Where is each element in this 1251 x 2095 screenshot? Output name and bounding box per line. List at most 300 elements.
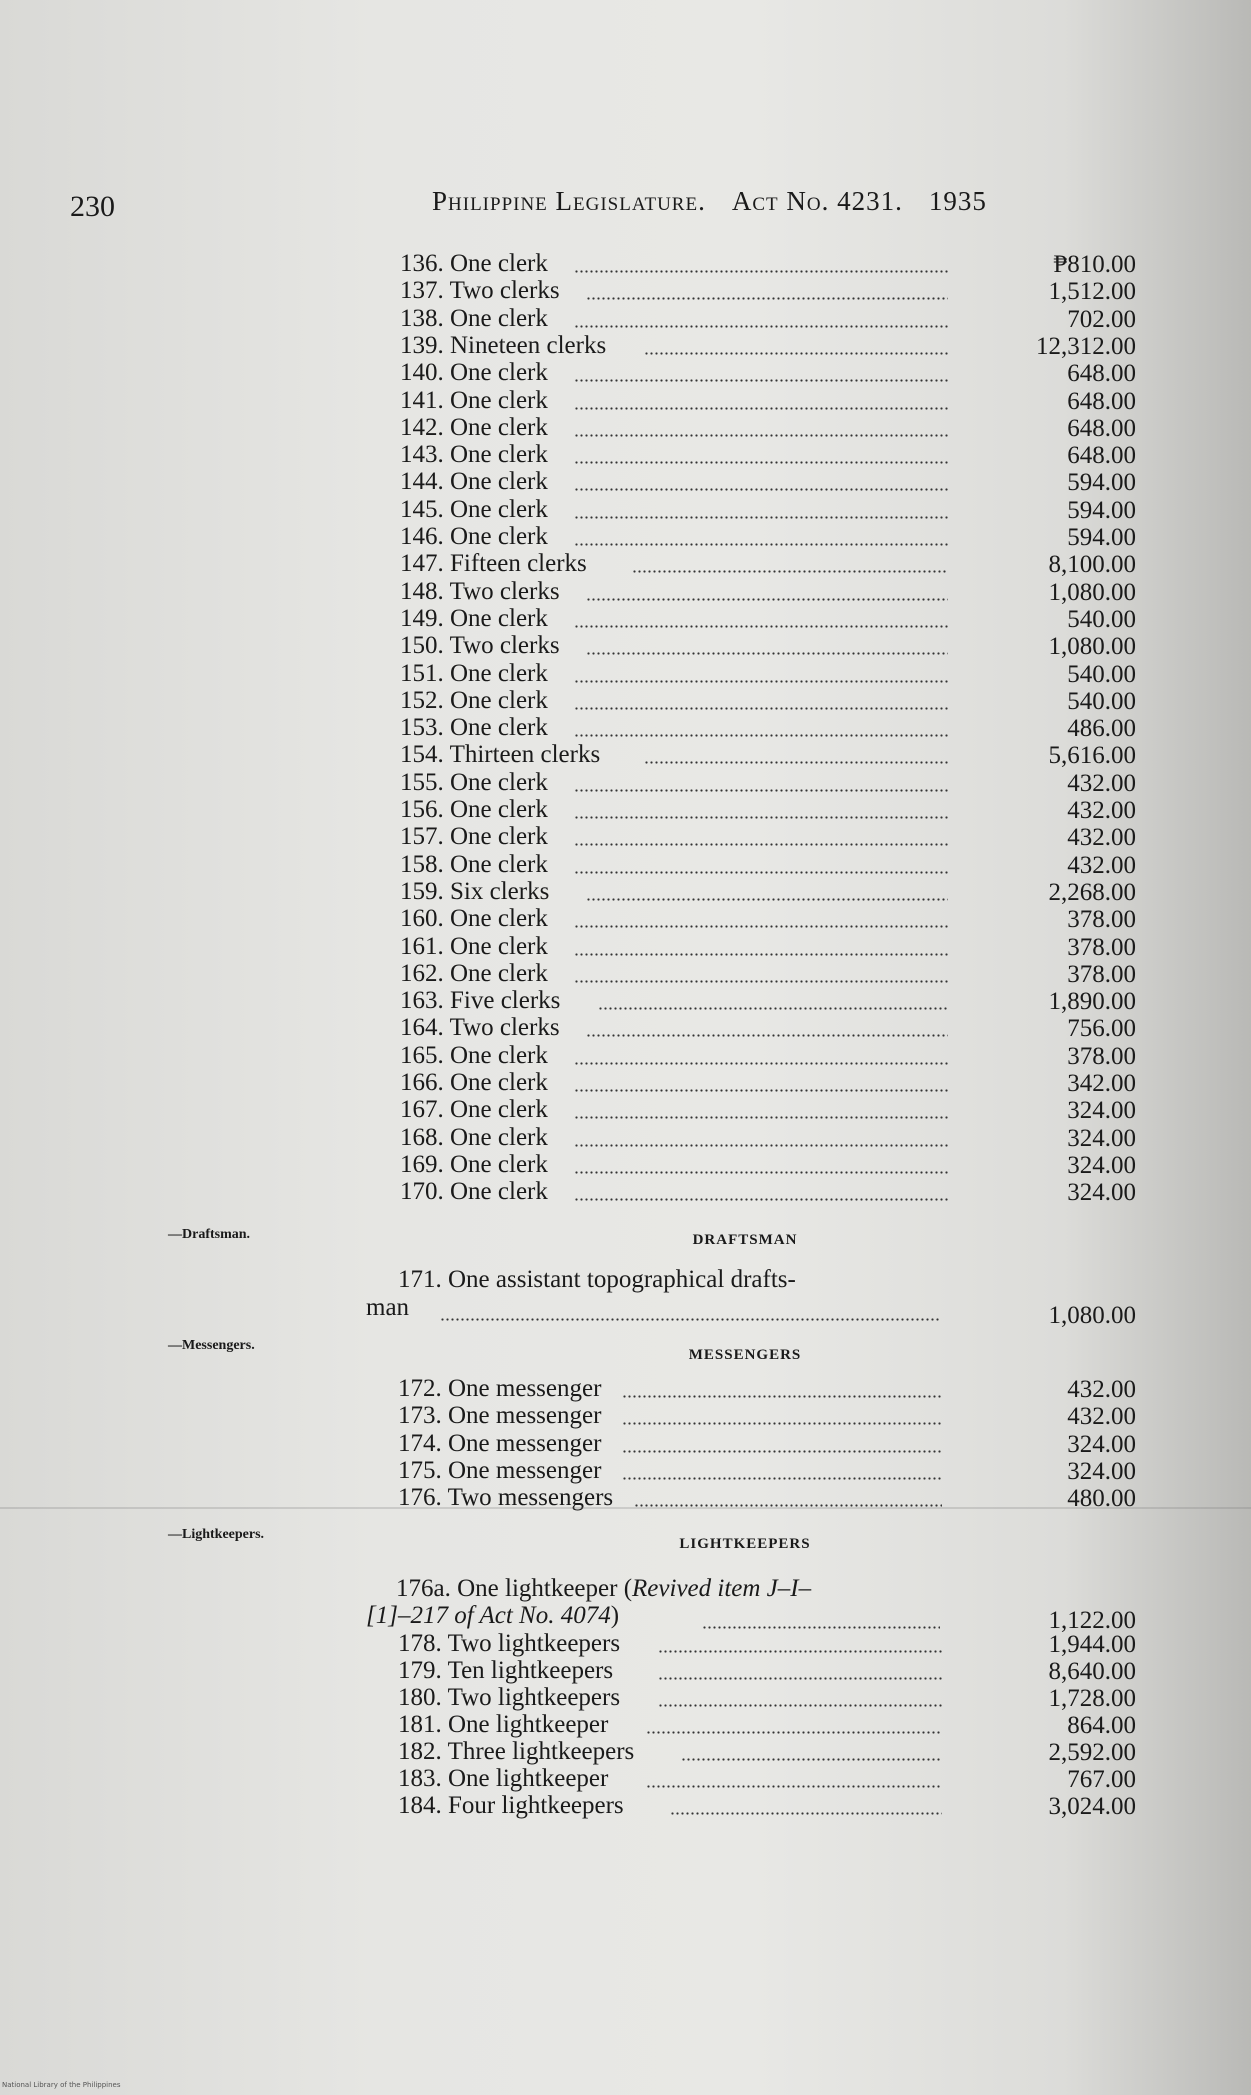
table-row	[0, 1069, 1251, 1096]
item-amount: 8,640.00	[1048, 1658, 1136, 1685]
item-description: One clerk	[450, 1178, 548, 1206]
item-number: 143.	[400, 441, 444, 469]
leader-dots	[574, 707, 948, 710]
item-number: 148.	[400, 577, 444, 605]
item-amount: 378.00	[1067, 906, 1136, 934]
item-amount: 324.00	[1067, 1097, 1136, 1125]
table-row	[0, 1765, 1251, 1792]
leader-dots	[574, 543, 948, 546]
leader-dots	[574, 1144, 948, 1147]
item-description: Six clerks	[450, 877, 550, 905]
leader-dots	[574, 871, 948, 874]
item-description: Ten lightkeepers	[447, 1657, 614, 1684]
item-number: 183.	[398, 1765, 442, 1792]
lightkeeper-first-line-1	[396, 1575, 811, 1603]
table-row	[0, 359, 1251, 386]
item-label	[398, 1738, 634, 1766]
item-amount: 342.00	[1067, 1070, 1136, 1097]
item-amount: 648.00	[1067, 442, 1136, 470]
leader-dots	[574, 1089, 948, 1092]
item-number: 156.	[400, 796, 444, 823]
leader-dots	[574, 270, 948, 273]
item-amount: 1,080.00	[1048, 578, 1136, 606]
section-heading-messengers: MESSENGERS	[688, 1347, 802, 1363]
leader-dots	[574, 1116, 948, 1119]
item-description: One clerk	[450, 823, 548, 851]
item-description: One clerk	[450, 796, 548, 823]
item-label	[400, 878, 549, 906]
item-amount: 540.00	[1067, 687, 1136, 715]
item-label	[400, 1124, 548, 1152]
item-number: 178.	[398, 1630, 442, 1657]
table-row	[0, 550, 1251, 577]
leader-dots	[574, 625, 948, 628]
item-amount: 1,512.00	[1048, 278, 1136, 306]
table-row	[0, 851, 1251, 878]
table-row	[0, 687, 1251, 714]
item-label	[400, 1151, 548, 1179]
leader-dots	[658, 1677, 942, 1680]
leader-dots	[586, 898, 948, 901]
item-number: 176.	[398, 1484, 442, 1512]
table-row	[0, 823, 1251, 850]
item-number: 139.	[400, 331, 444, 359]
draftsman-leader-dots	[440, 1318, 940, 1321]
item-amount: 324.00	[1067, 1179, 1136, 1207]
item-number: 152.	[400, 686, 444, 714]
item-number: 141.	[400, 386, 444, 414]
item-label	[400, 933, 548, 961]
table-row	[0, 769, 1251, 796]
item-description: Thirteen clerks	[449, 741, 601, 769]
running-head	[432, 186, 987, 217]
lightkeeper-first-line-2	[366, 1602, 619, 1630]
item-number: 155.	[400, 768, 444, 796]
table-row	[0, 578, 1251, 605]
leader-dots	[574, 434, 948, 437]
item-description: One messenger	[448, 1456, 602, 1484]
item-description: One clerk	[450, 604, 548, 632]
side-note-messengers: —Messengers.	[168, 1338, 255, 1353]
item-amount: 767.00	[1067, 1766, 1136, 1793]
item-number: 153.	[400, 714, 444, 742]
item-description: Two clerks	[449, 1014, 560, 1042]
item-description: One clerk	[450, 714, 548, 742]
item-amount: 8,100.00	[1048, 551, 1136, 579]
item-label	[400, 741, 600, 769]
item-label	[400, 960, 548, 988]
item-description: One clerk	[450, 659, 548, 687]
running-head-title: Philippine Legislature.	[432, 186, 706, 216]
item-amount: 2,268.00	[1048, 878, 1136, 906]
item-number: 172.	[398, 1375, 442, 1402]
item-amount: 3,024.00	[1048, 1793, 1136, 1820]
item-amount: 480.00	[1067, 1485, 1136, 1513]
leader-dots	[574, 1198, 948, 1201]
table-row	[0, 414, 1251, 441]
item-description: One clerk	[450, 686, 548, 714]
item-label	[400, 823, 548, 851]
item-amount: ₱810.00	[1053, 251, 1136, 278]
item-label	[398, 1375, 601, 1403]
table-row	[0, 277, 1251, 304]
table-row	[0, 250, 1251, 277]
draftsman-line-2: man	[366, 1294, 410, 1321]
item-label	[400, 769, 548, 797]
item-description: Nineteen clerks	[450, 331, 607, 359]
item-label	[400, 305, 548, 333]
item-description: One clerk	[450, 304, 548, 332]
item-number: 159.	[400, 877, 444, 905]
item-label	[398, 1792, 624, 1820]
item-number: 162.	[400, 959, 444, 987]
item-description: One clerk	[450, 441, 548, 469]
leader-dots	[658, 1704, 942, 1707]
library-footer: National Library of the Philippines	[2, 2081, 121, 2089]
item-description: One clerk	[450, 359, 548, 387]
item-description: Two messengers	[447, 1484, 614, 1512]
item-number: 180.	[398, 1684, 442, 1711]
item-number: 154.	[400, 741, 444, 769]
side-note-draftsman: —Draftsman.	[168, 1227, 251, 1242]
item-description: One clerk	[450, 250, 548, 277]
leader-dots	[586, 598, 948, 601]
item-number: 161.	[400, 932, 444, 960]
leader-dots	[586, 1034, 948, 1037]
item-description: One clerk	[450, 905, 548, 933]
item-number: 145.	[400, 495, 444, 523]
table-row	[0, 496, 1251, 523]
table-row	[0, 468, 1251, 495]
item-description: Five clerks	[450, 987, 561, 1015]
leader-dots	[574, 925, 948, 928]
table-row	[0, 1738, 1251, 1765]
item-label	[400, 1042, 548, 1070]
item-number: 147.	[400, 550, 444, 578]
table-row	[0, 1042, 1251, 1069]
item-description: Fifteen clerks	[450, 550, 587, 578]
item-amount: 432.00	[1067, 824, 1136, 852]
item-amount: 432.00	[1067, 769, 1136, 797]
table-row	[0, 878, 1251, 905]
item-description: One messenger	[448, 1402, 602, 1430]
item-description: Two clerks	[449, 577, 560, 605]
table-row	[0, 605, 1251, 632]
item-amount: 1,944.00	[1048, 1631, 1136, 1658]
item-number: 165.	[400, 1041, 444, 1069]
item-label	[398, 1402, 601, 1430]
leader-dots	[574, 1062, 948, 1065]
leader-dots	[574, 734, 948, 737]
item-description: One clerk	[450, 386, 548, 414]
item-number: 184.	[398, 1792, 442, 1819]
item-amount: 324.00	[1067, 1124, 1136, 1152]
item-number: 164.	[400, 1014, 444, 1042]
table-row	[0, 960, 1251, 987]
item-description: One clerk	[450, 523, 548, 550]
lightkeeper-first-line-2-close: )	[610, 1602, 620, 1629]
lightkeeper-first-line-1a: 176a. One lightkeeper (	[396, 1575, 633, 1602]
item-description: Two lightkeepers	[447, 1684, 621, 1711]
table-row	[0, 796, 1251, 823]
item-amount: 594.00	[1067, 496, 1136, 524]
leader-dots	[644, 761, 948, 764]
leader-dots	[574, 1171, 948, 1174]
item-label	[400, 523, 548, 551]
item-description: One lightkeeper	[448, 1711, 609, 1738]
item-amount: 594.00	[1067, 469, 1136, 497]
item-label	[400, 550, 587, 578]
item-number: 160.	[400, 905, 444, 933]
lightkeeper-first-line-2-ref: [1]–217 of Act No. 4074	[366, 1602, 611, 1629]
item-label	[398, 1684, 620, 1712]
item-amount: 864.00	[1067, 1712, 1136, 1739]
leader-dots	[574, 379, 948, 382]
table-row	[0, 1630, 1251, 1657]
table-row	[0, 1711, 1251, 1738]
item-amount: 1,728.00	[1048, 1685, 1136, 1712]
item-number: 151.	[400, 659, 444, 687]
item-description: Three lightkeepers	[447, 1738, 635, 1765]
item-label	[400, 468, 548, 496]
item-label	[400, 441, 548, 469]
item-label	[400, 359, 548, 387]
table-row	[0, 632, 1251, 659]
item-amount: 702.00	[1067, 305, 1136, 333]
table-row	[0, 523, 1251, 550]
item-number: 166.	[400, 1069, 444, 1096]
item-label	[398, 1630, 620, 1658]
leader-dots	[574, 407, 948, 410]
item-number: 167.	[400, 1096, 444, 1124]
lightkeeper-first-leader-dots	[702, 1626, 940, 1629]
item-number: 174.	[398, 1429, 442, 1457]
item-label	[400, 687, 548, 715]
item-description: Two clerks	[449, 632, 560, 660]
item-description: One messenger	[448, 1429, 602, 1457]
item-description: One clerk	[450, 932, 548, 960]
table-row	[0, 741, 1251, 768]
item-number: 182.	[398, 1738, 442, 1765]
item-number: 168.	[400, 1123, 444, 1151]
leader-dots	[598, 1007, 948, 1010]
table-row	[0, 987, 1251, 1014]
table-row	[0, 1430, 1251, 1457]
item-amount: 12,312.00	[1036, 332, 1136, 360]
draftsman-line-1: 171. One assistant topographical drafts-	[398, 1266, 796, 1293]
item-label	[398, 1457, 601, 1485]
item-number: 170.	[400, 1178, 444, 1206]
leader-dots	[574, 980, 948, 983]
leader-dots	[574, 516, 948, 519]
item-label	[400, 250, 548, 278]
item-label	[400, 796, 548, 824]
item-description: One clerk	[450, 1150, 548, 1178]
item-description: One clerk	[450, 1069, 548, 1096]
table-row	[0, 905, 1251, 932]
item-label	[400, 277, 560, 305]
item-number: 146.	[400, 523, 444, 550]
table-row	[0, 1151, 1251, 1178]
table-row	[0, 332, 1251, 359]
item-number: 149.	[400, 604, 444, 632]
table-row	[0, 1457, 1251, 1484]
leader-dots	[574, 488, 948, 491]
leader-dots	[658, 1650, 942, 1653]
leader-dots	[574, 325, 948, 328]
item-number: 138.	[400, 304, 444, 332]
table-row	[0, 1375, 1251, 1402]
table-row	[0, 387, 1251, 414]
item-description: One clerk	[450, 495, 548, 523]
item-description: One clerk	[450, 468, 548, 496]
item-amount: 540.00	[1067, 660, 1136, 688]
item-number: 181.	[398, 1711, 442, 1738]
item-description: One clerk	[450, 1041, 548, 1069]
item-description: One messenger	[448, 1375, 602, 1402]
page-number: 230	[70, 190, 115, 223]
table-row	[0, 660, 1251, 687]
table-row	[0, 1014, 1251, 1041]
item-amount: 378.00	[1067, 1042, 1136, 1070]
item-amount: 432.00	[1067, 851, 1136, 879]
section-heading-lightkeepers: LIGHTKEEPERS	[679, 1536, 811, 1552]
table-row	[0, 305, 1251, 332]
item-label	[398, 1711, 608, 1739]
table-row	[0, 1792, 1251, 1819]
leader-dots	[681, 1758, 942, 1761]
item-amount: 378.00	[1067, 960, 1136, 988]
item-label	[400, 632, 560, 660]
item-number: 140.	[400, 359, 444, 387]
item-amount: 5,616.00	[1048, 742, 1136, 770]
item-amount: 2,592.00	[1048, 1739, 1136, 1766]
item-label	[400, 578, 560, 606]
table-row	[0, 933, 1251, 960]
item-number: 173.	[398, 1402, 442, 1430]
leader-dots	[670, 1812, 942, 1815]
item-number: 137.	[400, 277, 444, 305]
item-label	[400, 714, 548, 742]
item-amount: 378.00	[1067, 933, 1136, 961]
item-amount: 486.00	[1067, 715, 1136, 743]
leader-dots	[586, 297, 948, 300]
item-description: One clerk	[450, 1096, 548, 1124]
item-amount: 648.00	[1067, 387, 1136, 415]
item-description: Two lightkeepers	[447, 1630, 621, 1657]
lightkeeper-first-line-1b: Revived item J–I–	[632, 1575, 812, 1602]
item-label	[398, 1657, 613, 1685]
leader-dots	[646, 1731, 942, 1734]
running-head-act: Act No. 4231.	[731, 186, 903, 216]
item-number: 169.	[400, 1150, 444, 1178]
item-amount: 432.00	[1067, 797, 1136, 824]
leader-dots	[574, 843, 948, 846]
item-label	[400, 1096, 548, 1124]
item-description: Two clerks	[449, 277, 560, 305]
item-number: 144.	[400, 468, 444, 496]
item-amount: 432.00	[1067, 1403, 1136, 1431]
draftsman-amount: 1,080.00	[1048, 1302, 1136, 1329]
item-amount: 432.00	[1067, 1376, 1136, 1403]
leader-dots	[586, 652, 948, 655]
item-amount: 1,080.00	[1048, 633, 1136, 661]
item-amount: 324.00	[1067, 1151, 1136, 1179]
item-label	[400, 660, 548, 688]
item-label	[400, 1069, 548, 1097]
item-amount: 1,890.00	[1048, 988, 1136, 1016]
item-description: One clerk	[450, 850, 548, 878]
leader-dots	[574, 461, 948, 464]
table-row	[0, 1657, 1251, 1684]
page-fold-line	[0, 1507, 1251, 1509]
leader-dots	[622, 1450, 942, 1453]
leader-dots	[646, 1785, 942, 1788]
item-label	[400, 605, 548, 633]
item-label	[400, 905, 548, 933]
leader-dots	[574, 953, 948, 956]
leader-dots	[622, 1395, 942, 1398]
item-amount: 324.00	[1067, 1457, 1136, 1485]
item-description: One lightkeeper	[448, 1765, 609, 1792]
item-amount: 648.00	[1067, 360, 1136, 388]
table-row	[0, 714, 1251, 741]
item-number: 150.	[400, 632, 444, 660]
item-amount: 324.00	[1067, 1430, 1136, 1458]
table-row	[0, 1096, 1251, 1123]
item-label	[400, 496, 548, 524]
lightkeeper-first-amount: 1,122.00	[1048, 1607, 1136, 1634]
table-row	[0, 1124, 1251, 1151]
leader-dots	[574, 789, 948, 792]
item-number: 158.	[400, 850, 444, 878]
item-description: One clerk	[450, 1123, 548, 1151]
leader-dots	[632, 570, 948, 573]
item-label	[400, 414, 548, 442]
leader-dots	[574, 680, 948, 683]
item-number: 157.	[400, 823, 444, 851]
item-description: One clerk	[450, 413, 548, 441]
side-note-lightkeepers: —Lightkeepers.	[168, 1527, 265, 1542]
item-description: One clerk	[450, 959, 548, 987]
item-number: 142.	[400, 413, 444, 441]
section-heading-draftsman: DRAFTSMAN	[692, 1232, 798, 1248]
item-number: 163.	[400, 987, 444, 1015]
leader-dots	[622, 1422, 942, 1425]
item-number: 179.	[398, 1657, 442, 1684]
item-label	[398, 1430, 601, 1458]
item-amount: 756.00	[1067, 1015, 1136, 1043]
item-number: 136.	[400, 250, 444, 277]
item-label	[400, 851, 548, 879]
table-row	[0, 1402, 1251, 1429]
item-label	[400, 1014, 560, 1042]
item-label	[400, 387, 548, 415]
item-amount: 540.00	[1067, 605, 1136, 633]
table-row	[0, 1178, 1251, 1205]
table-row	[0, 441, 1251, 468]
item-amount: 594.00	[1067, 524, 1136, 551]
table-row	[0, 1684, 1251, 1711]
item-label	[400, 1178, 548, 1206]
leader-dots	[644, 352, 948, 355]
leader-dots	[622, 1477, 942, 1480]
item-description: Four lightkeepers	[448, 1792, 624, 1819]
item-label	[400, 987, 560, 1015]
item-amount: 648.00	[1067, 414, 1136, 442]
item-number: 175.	[398, 1456, 442, 1484]
item-label	[400, 332, 606, 360]
